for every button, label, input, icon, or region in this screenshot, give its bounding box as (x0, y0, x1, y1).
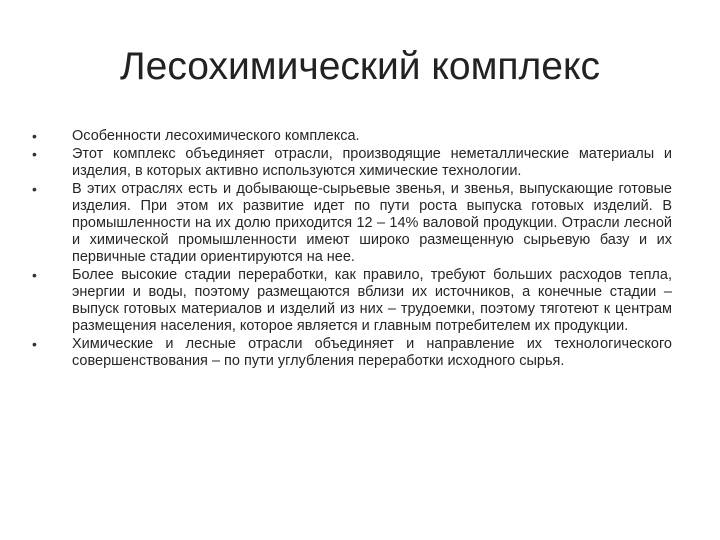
bullet-item (32, 146, 672, 180)
bullet-item (32, 336, 672, 370)
bullet-dot-icon: • (32, 181, 37, 197)
slide-title: Лесохимический комплекс (120, 45, 600, 88)
bullet-text: Химические и лесные отрасли объединяет и направление их технологического совершенствования – по пути углубления переработки исходного сырья. (72, 336, 672, 369)
bullet-dot-icon: • (32, 146, 37, 162)
bullet-text: В этих отраслях есть и добывающе-сырьевые звенья, и звенья, выпускающие готовые изделия. При этом их развитие идет по пути роста выпуска готовых изделий. В промышленности на их долю приходится 12 – 14% валовой продукции. Отрасли лесной и химической промышленности имеют широко размещенную сырьевую базу и их первичные стадии ориентируются на нее. (72, 181, 672, 265)
bullet-text: Особенности лесохимического комплекса. (72, 128, 360, 144)
bullet-text: Более высокие стадии переработки, как правило, требуют больших расходов тепла, энергии и воды, поэтому размещаются вблизи их источников, а конечные стадии – выпуск готовых материалов и изделий из них – трудоемки, поэтому тяготеют к центрам размещения населения, которое является и главным потребителем их продукции. (72, 267, 672, 334)
bullet-item (32, 181, 672, 266)
bullet-list (32, 128, 672, 370)
bullet-item (32, 128, 672, 145)
bullet-dot-icon: • (32, 267, 37, 283)
bullet-item (32, 267, 672, 335)
bullet-text: Этот комплекс объединяет отрасли, производящие неметаллические материалы и изделия, в которых активно используются химические технологии. (72, 146, 672, 179)
bullet-dot-icon: • (32, 128, 37, 144)
bullet-dot-icon: • (32, 336, 37, 352)
